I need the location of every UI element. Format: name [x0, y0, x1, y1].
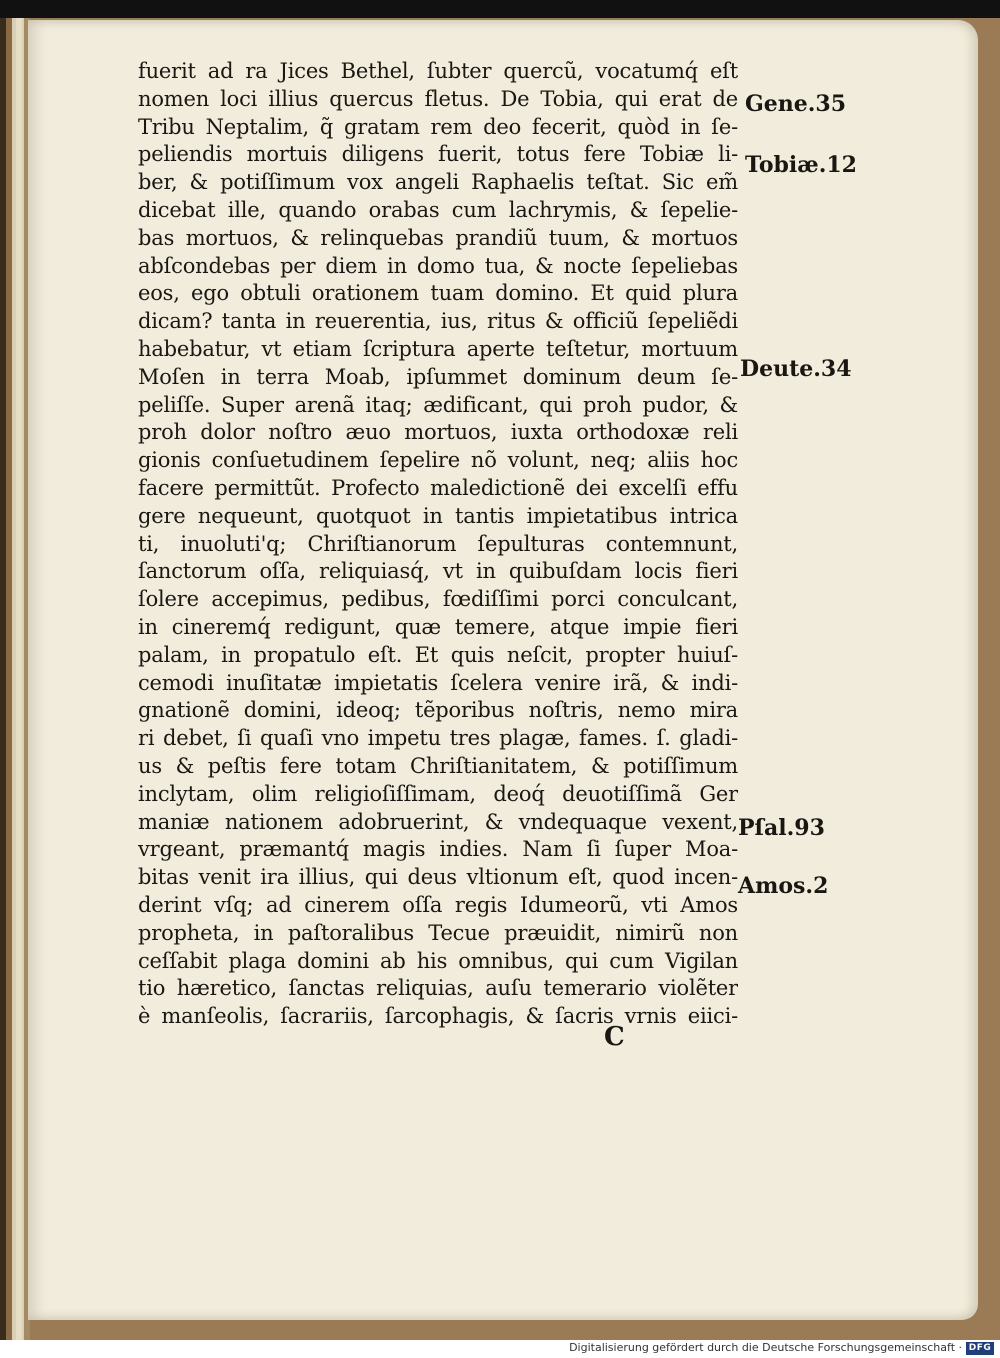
funding-credit: Digitalisierung gefördert durch die Deutsche Forschungsgemeinschaft · [569, 1341, 962, 1354]
dfg-logo-icon: DFG [966, 1342, 994, 1355]
text-line: Moſen in terra Moab, ipſummet dominum deum ſe- [138, 364, 738, 389]
text-line: in cineremq́ redigunt, quæ temere, atque impie fieri [138, 614, 738, 639]
text-line: facere permittũt. Profecto maledictionẽ dei excelſi effu [138, 475, 738, 500]
text-line: tio hæretico, ſanctas reliquias, auſu temerario violẽter [138, 976, 738, 1001]
text-line: dicam? tanta in reuerentia, ius, ritus & officiũ ſepeliẽdi [138, 309, 738, 334]
text-line: propheta, in paſtoralibus Tecue præuidit, nimirũ non [138, 920, 738, 945]
text-line: gionis conſuetudinem ſepelire nõ volunt, neq; aliis hoc [138, 448, 738, 473]
margin-note-tobiae: Tobiæ.12 [745, 152, 857, 178]
text-line: fuerit ad ra Jices Bethel, ſubter quercũ, vocatumq́ eſt [138, 59, 738, 83]
text-line: gnationẽ domini, ideoq; tẽporibus noſtris, nemo mira [138, 698, 738, 723]
text-line: inclytam, olim religioſiſſimam, deoq́ deuotiſſimã Ger [138, 781, 738, 806]
text-line: proh dolor noſtro æuo mortuos, iuxta orthodoxæ reli [138, 420, 738, 445]
text-line: abſcondebas per diem in domo tua, & nocte ſepeliebas [138, 253, 738, 278]
text-line: bitas venit ira illius, qui deus vltionum eſt, quod incen- [138, 865, 738, 890]
text-line: cemodi inuſitatæ impietatis ſcelera venire irã, & indi- [138, 670, 738, 695]
margin-note-deute: Deute.34 [740, 356, 852, 382]
text-line: ti, inuoluti'q; Chriſtianorum ſepulturas contemnunt, [138, 531, 738, 556]
text-line: palam, in propatulo eſt. Et quis neſcit, propter huiuſ- [138, 642, 738, 667]
margin-note-gene: Gene.35 [745, 91, 847, 117]
main-text-block [138, 58, 738, 1031]
text-line: eos, ego obtuli orationem tuam domino. Et quid plura [138, 281, 738, 306]
text-line: gere nequeunt, quotquot in tantis impietatibus intrica [138, 503, 738, 528]
margin-note-psal: Pſal.93 [738, 815, 825, 841]
text-line: Tribu Neptalim, q̃ gratam rem deo fecerit, quòd in ſe- [138, 114, 738, 139]
text-line: ſolere accepimus, pedibus, fœdiſſimi porci conculcant, [138, 587, 738, 612]
signature-mark: C [604, 1022, 625, 1052]
text-line: nomen loci illius quercus fletus. De Tobia, qui erat de [138, 86, 738, 111]
margin-note-amos: Amos.2 [738, 873, 829, 899]
text-line: è manſeolis, ſacrariis, ſarcophagis, & ſacris vrnis eiici- [138, 1004, 738, 1029]
footer-bar [0, 1340, 1000, 1358]
text-line: dicebat ille, quando orabas cum lachrymis, & ſepelie- [138, 197, 738, 222]
text-line: ſanctorum oſſa, reliquiasq́, vt in quibuſdam locis fieri [138, 559, 738, 584]
text-line: ri debet, ſi quaſi vno impetu tres plagæ, fames. ſ. gladi- [138, 726, 738, 751]
text-line: habebatur, vt etiam ſcriptura aperte teſtetur, mortuum [138, 336, 738, 361]
text-line: peliendis mortuis diligens fuerit, totus fere Tobiæ li- [138, 142, 738, 167]
text-line: maniæ nationem adobruerint, & vndequaque vexent, [138, 809, 738, 834]
text-line: us & peſtis fere totam Chriſtianitatem, & potiſſimum [138, 753, 738, 778]
book-gutter [0, 18, 30, 1340]
text-line: peliſſe. Super arenã itaq; ædificant, qui proh pudor, & [138, 392, 738, 417]
text-line: ceſſabit plaga domini ab his omnibus, qui cum Vigilan [138, 948, 738, 973]
text-line: vrgeant, præmantq́ magis indies. Nam ſi ſuper Moa- [138, 837, 738, 862]
scan-top-border [0, 0, 1000, 18]
previous-page-edge [16, 18, 24, 1340]
text-line: bas mortuos, & relinquebas prandiũ tuum, & mortuos [138, 225, 738, 250]
text-line: derint vſq; ad cinerem oſſa regis Idumeorũ, vti Amos [138, 892, 738, 917]
text-line: ber, & potiſſimum vox angeli Raphaelis teſtat. Sic em̃ [138, 170, 738, 195]
